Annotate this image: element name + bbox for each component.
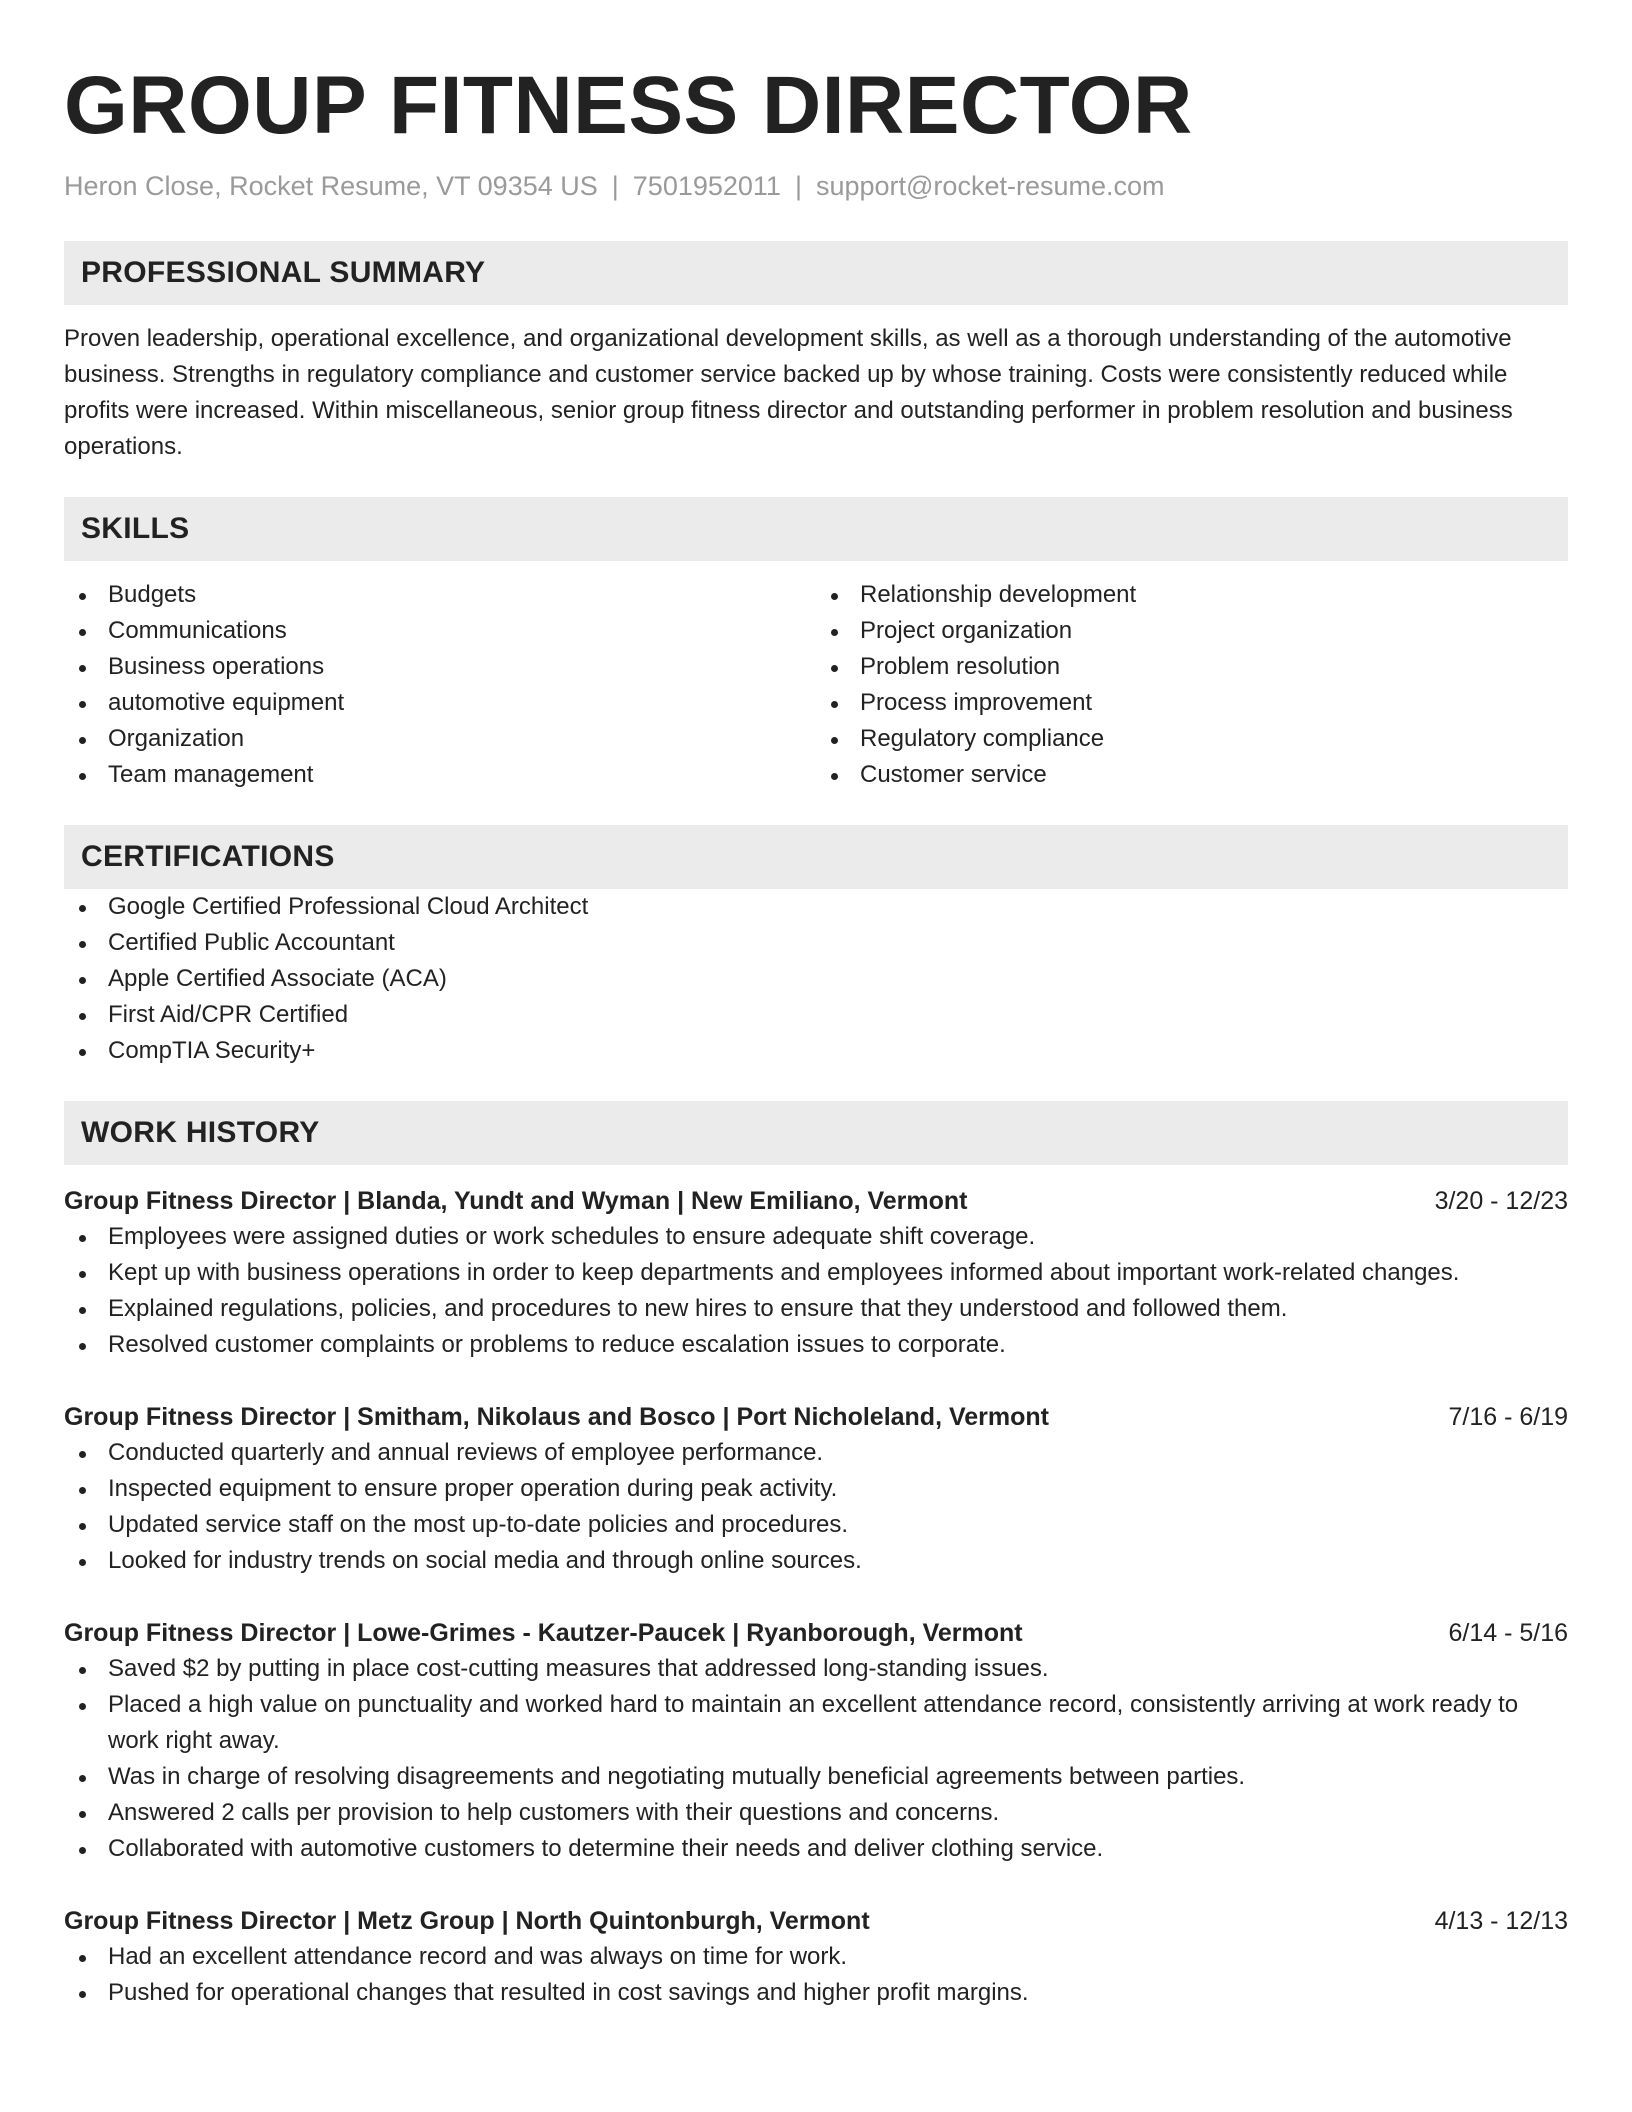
list-item: Explained regulations, policies, and procedures to new hires to ensure that they understood and followed them.	[64, 1291, 1568, 1327]
contact-separator: |	[611, 171, 619, 201]
skills-heading: SKILLS	[64, 497, 1568, 561]
job-title: Group Fitness Director | Metz Group | North Quintonburgh, Vermont	[64, 1907, 870, 1935]
job-entry	[64, 1183, 1568, 1363]
job-dates: 3/20 - 12/23	[1434, 1187, 1568, 1215]
certifications-list	[64, 889, 1568, 1069]
skills-list-right	[816, 577, 1568, 793]
list-item: Regulatory compliance	[816, 721, 1568, 757]
list-item: Had an excellent attendance record and was always on time for work.	[64, 1939, 1568, 1975]
list-item: First Aid/CPR Certified	[64, 997, 1568, 1033]
contact-phone: 7501952011	[632, 171, 781, 201]
list-item: Inspected equipment to ensure proper operation during peak activity.	[64, 1471, 1568, 1507]
job-entry	[64, 1399, 1568, 1579]
job-title: Group Fitness Director | Lowe-Grimes - Kautzer-Paucek | Ryanborough, Vermont	[64, 1619, 1023, 1647]
list-item: Employees were assigned duties or work schedules to ensure adequate shift coverage.	[64, 1219, 1568, 1255]
list-item: automotive equipment	[64, 685, 816, 721]
list-item: Updated service staff on the most up-to-date policies and procedures.	[64, 1507, 1568, 1543]
list-item: Looked for industry trends on social media and through online sources.	[64, 1543, 1568, 1579]
list-item: Business operations	[64, 649, 816, 685]
job-title: Group Fitness Director | Smitham, Nikolaus and Bosco | Port Nicholeland, Vermont	[64, 1403, 1049, 1431]
list-item: Communications	[64, 613, 816, 649]
list-item: Process improvement	[816, 685, 1568, 721]
work-history-heading: WORK HISTORY	[64, 1101, 1568, 1165]
job-dates: 4/13 - 12/13	[1434, 1907, 1568, 1935]
work-history-section	[64, 1101, 1568, 2011]
list-item: Placed a high value on punctuality and worked hard to maintain an excellent attendance record, consistently arriving at work ready to work right away.	[64, 1687, 1568, 1759]
list-item: Kept up with business operations in order to keep departments and employees informed about important work-related changes.	[64, 1255, 1568, 1291]
contact-separator: |	[794, 171, 802, 201]
job-entry	[64, 1903, 1568, 2011]
list-item: Was in charge of resolving disagreements and negotiating mutually beneficial agreements between parties.	[64, 1759, 1568, 1795]
job-entry	[64, 1615, 1568, 1867]
list-item: Team management	[64, 757, 816, 793]
list-item: Pushed for operational changes that resulted in cost savings and higher profit margins.	[64, 1975, 1568, 2011]
contact-line	[64, 168, 1568, 204]
job-header	[64, 1615, 1568, 1651]
skills-section	[64, 497, 1568, 793]
list-item: Resolved customer complaints or problems to reduce escalation issues to corporate.	[64, 1327, 1568, 1363]
list-item: Conducted quarterly and annual reviews of employee performance.	[64, 1435, 1568, 1471]
list-item: CompTIA Security+	[64, 1033, 1568, 1069]
summary-text: Proven leadership, operational excellence, and organizational development skills, as well as a thorough understanding of the automotive business. Strengths in regulatory compliance and customer service backed up by whose training. Costs were consistently reduced while profits were increased. Within miscellaneous, senior group fitness director and outstanding performer in problem resolution and business operations.	[64, 325, 1513, 460]
certifications-heading: CERTIFICATIONS	[64, 825, 1568, 889]
list-item: Certified Public Accountant	[64, 925, 1568, 961]
list-item: Apple Certified Associate (ACA)	[64, 961, 1568, 997]
list-item: Answered 2 calls per provision to help customers with their questions and concerns.	[64, 1795, 1568, 1831]
summary-heading: PROFESSIONAL SUMMARY	[64, 241, 1568, 305]
job-bullets	[64, 1219, 1568, 1363]
summary-section	[64, 241, 1568, 465]
job-title: Group Fitness Director | Blanda, Yundt and Wyman | New Emiliano, Vermont	[64, 1187, 968, 1215]
job-header	[64, 1399, 1568, 1435]
job-bullets	[64, 1651, 1568, 1867]
skills-list-left	[64, 577, 816, 793]
job-dates: 7/16 - 6/19	[1448, 1403, 1568, 1431]
contact-address: Heron Close, Rocket Resume, VT 09354 US	[64, 171, 598, 201]
list-item: Budgets	[64, 577, 816, 613]
list-item: Google Certified Professional Cloud Architect	[64, 889, 1568, 925]
certifications-section	[64, 825, 1568, 1069]
list-item: Project organization	[816, 613, 1568, 649]
job-bullets	[64, 1939, 1568, 2011]
list-item: Saved $2 by putting in place cost-cutting measures that addressed long-standing issues.	[64, 1651, 1568, 1687]
job-bullets	[64, 1435, 1568, 1579]
job-dates: 6/14 - 5/16	[1448, 1619, 1568, 1647]
list-item: Relationship development	[816, 577, 1568, 613]
page-title: GROUP FITNESS DIRECTOR	[64, 60, 1193, 151]
list-item: Organization	[64, 721, 816, 757]
job-header	[64, 1903, 1568, 1939]
list-item: Collaborated with automotive customers to determine their needs and deliver clothing service.	[64, 1831, 1568, 1867]
job-header	[64, 1183, 1568, 1219]
contact-email: support@rocket-resume.com	[815, 171, 1165, 201]
skills-columns	[64, 577, 1568, 793]
list-item: Problem resolution	[816, 649, 1568, 685]
list-item: Customer service	[816, 757, 1568, 793]
